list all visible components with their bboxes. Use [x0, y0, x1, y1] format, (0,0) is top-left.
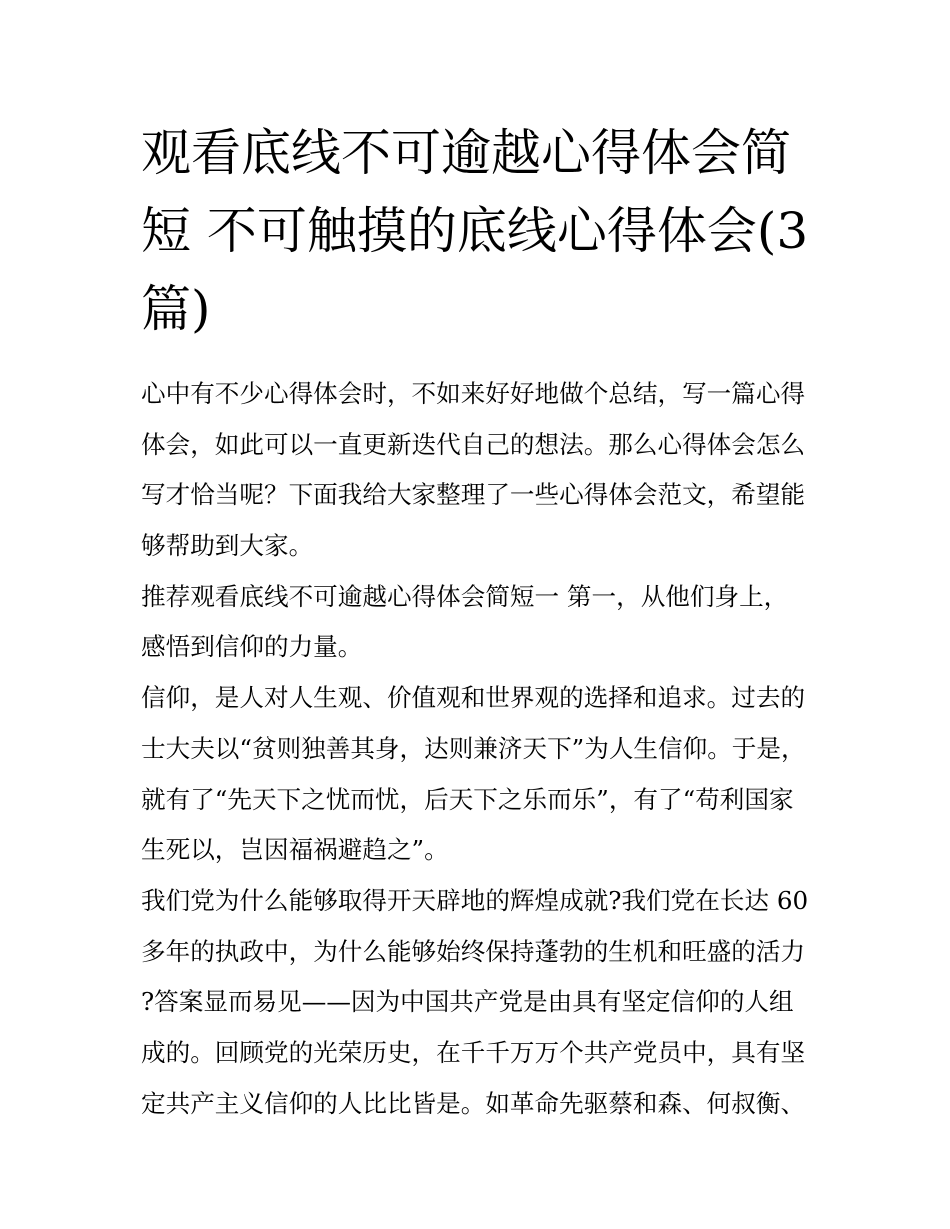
body-line-15: 定共产主义信仰的人比比皆是。如革命先驱蔡和森、何叔衡、: [141, 1088, 806, 1118]
body-line-9: 就有了“先天下之忧而忧，后天下之乐而乐”，有了“苟利国家: [141, 784, 794, 814]
document-body: [141, 369, 813, 1129]
body-line-8: 士大夫以“贫则独善其身，达则兼济天下”为人生信仰。于是，: [141, 733, 806, 763]
body-line-3: 写才恰当呢？下面我给大家整理了一些心得体会范文，希望能: [141, 480, 806, 510]
body-line-2: 体会，如此可以一直更新迭代自己的想法。那么心得体会怎么: [141, 429, 806, 459]
body-line-10: 生死以，岂因福祸避趋之”。: [141, 835, 449, 865]
title-line-1: 观看底线不可逾越心得体会简: [141, 124, 791, 182]
body-line-4: 够帮助到大家。: [141, 531, 314, 561]
body-line-5: 推荐观看底线不可逾越心得体会简短一 第一，从他们身上，: [141, 581, 789, 611]
body-line-7: 信仰，是人对人生观、价值观和世界观的选择和追求。过去的: [141, 683, 806, 713]
body-line-12: 多年的执政中，为什么能够始终保持蓬勃的生机和旺盛的活力: [141, 936, 806, 966]
body-line-14: 成的。回顾党的光荣历史，在千千万万个共产党员中，具有坚: [141, 1037, 806, 1067]
document-page: [141, 114, 813, 1129]
body-line-13: ?答案显而易见——因为中国共产党是由具有坚定信仰的人组: [141, 987, 794, 1017]
body-line-11: 我们党为什么能够取得开天辟地的辉煌成就?我们党在长达 60: [141, 885, 809, 915]
title-line-3: 篇): [141, 280, 211, 338]
document-title: [141, 114, 813, 348]
title-line-2: 短 不可触摸的底线心得体会(3: [141, 202, 809, 260]
body-line-6: 感悟到信仰的力量。: [141, 632, 363, 662]
body-line-1: 心中有不少心得体会时，不如来好好地做个总结，写一篇心得: [141, 379, 806, 408]
